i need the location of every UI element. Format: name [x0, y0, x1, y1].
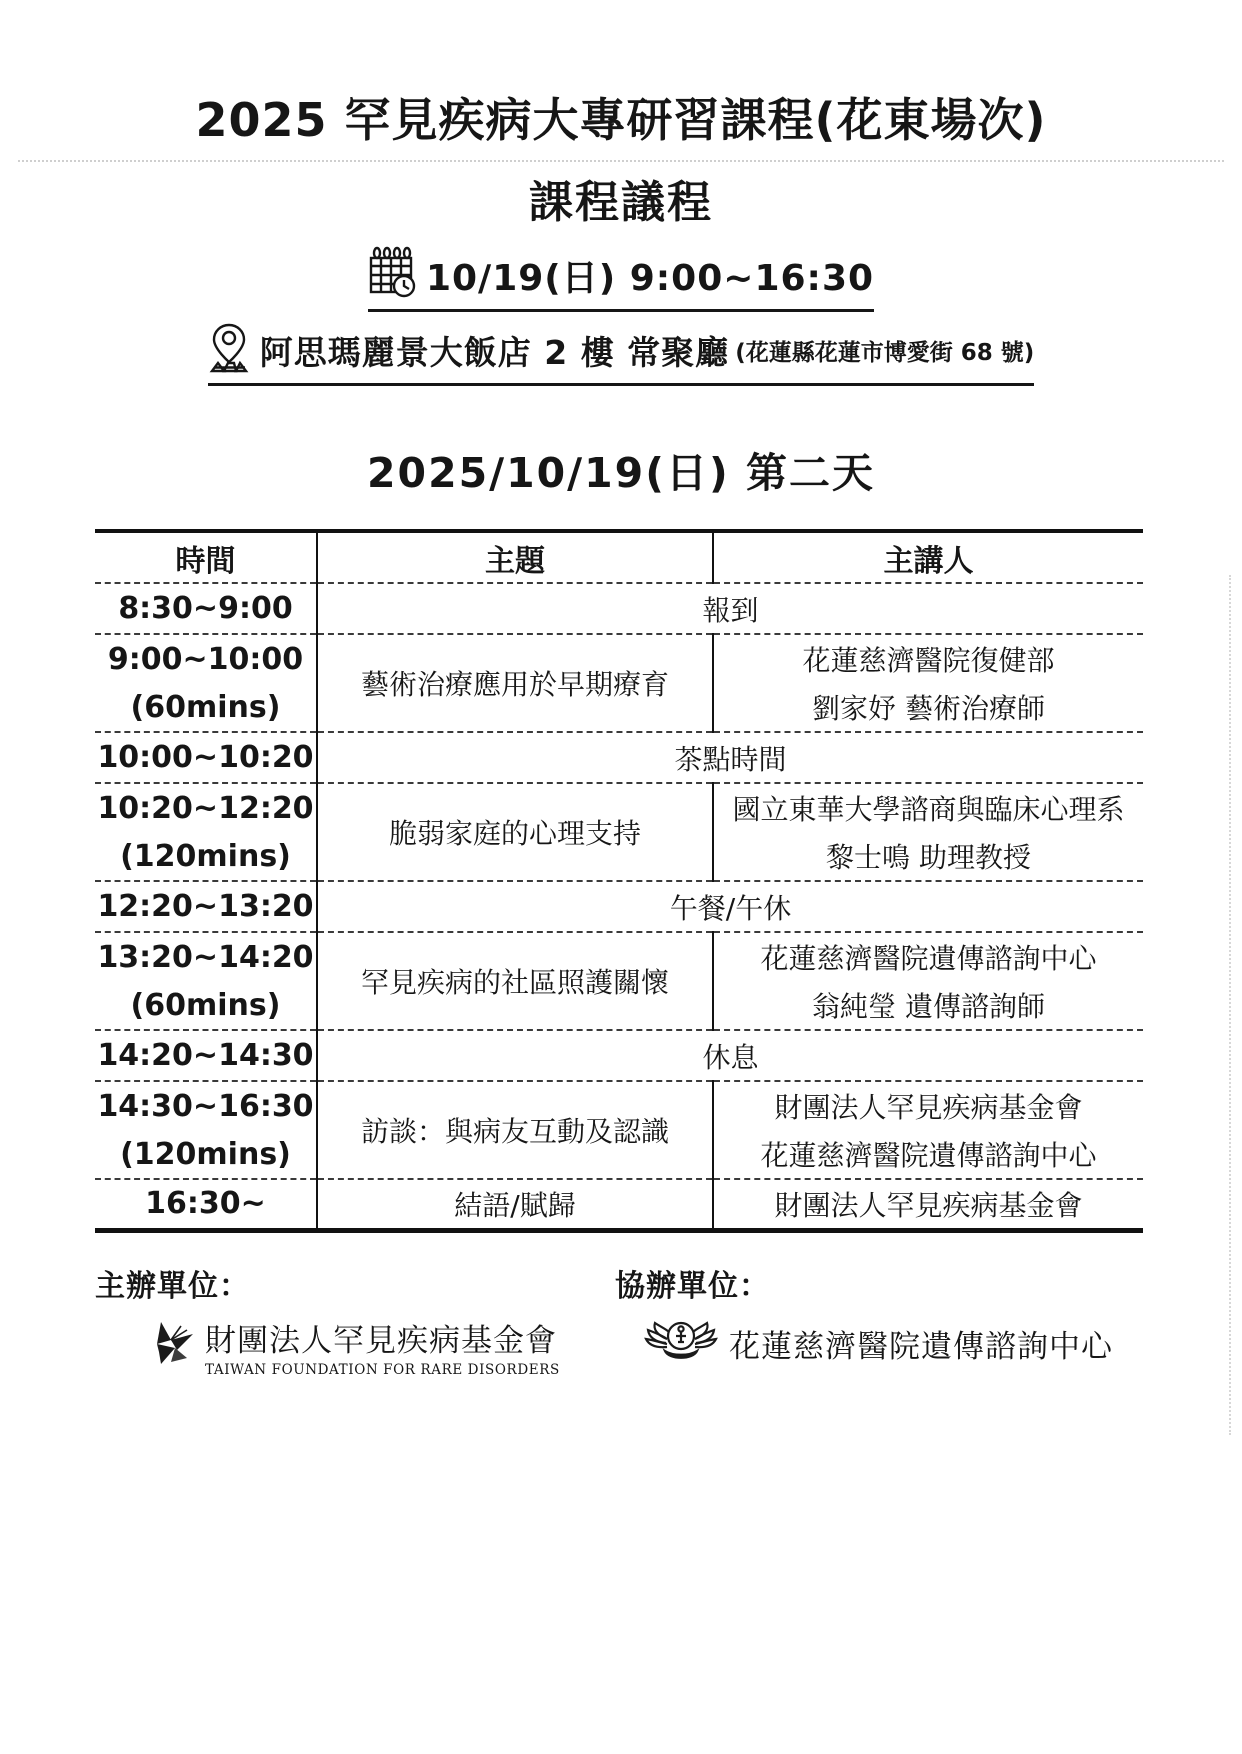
speaker-name: 劉家妤 藝術治療師 — [812, 692, 1045, 725]
duration: (60mins) — [130, 689, 281, 725]
topic-cell: 罕見疾病的社區照護關懷 — [317, 932, 713, 1030]
speaker-org: 國立東華大學諮商與臨床心理系 — [732, 793, 1125, 826]
speaker-cell — [713, 783, 1143, 881]
table-row — [95, 1030, 1143, 1081]
co-organizer-name: 花蓮慈濟醫院遺傳諮詢中心 — [729, 1329, 1113, 1365]
table-row — [95, 932, 1143, 1030]
table-row — [95, 783, 1143, 881]
table-row — [95, 1081, 1143, 1179]
time-cell: 12:20~13:20 — [95, 881, 317, 932]
time-cell — [95, 634, 317, 732]
header-speaker: 主講人 — [713, 531, 1143, 583]
table-row — [95, 881, 1143, 932]
time-range: 14:30~16:30 — [97, 1088, 314, 1124]
time-cell: 16:30~ — [95, 1179, 317, 1230]
speaker-cell — [713, 932, 1143, 1030]
table-row — [95, 634, 1143, 732]
organizer-english-name: TAIWAN FOUNDATION FOR RARE DISORDERS — [205, 1361, 560, 1378]
time-cell — [95, 783, 317, 881]
organizer-name: 財團法人罕見疾病基金會 — [205, 1322, 557, 1359]
location-line — [0, 322, 1242, 386]
co-organizer-label: 協辦單位： — [615, 1268, 770, 1304]
speaker-cell: 財團法人罕見疾病基金會 — [713, 1179, 1143, 1230]
speaker-org: 花蓮慈濟醫院遺傳諮詢中心 — [760, 1139, 1097, 1172]
topic-cell: 藝術治療應用於早期療育 — [317, 634, 713, 732]
co-organizer-block — [615, 1261, 1147, 1378]
time-cell: 8:30~9:00 — [95, 583, 317, 634]
time-cell — [95, 932, 317, 1030]
day-title: 2025/10/19(日) 第二天 — [367, 449, 875, 497]
footer — [95, 1261, 1147, 1378]
datetime-line — [0, 246, 1242, 312]
speaker-cell — [713, 1081, 1143, 1179]
table-header-row — [95, 531, 1143, 583]
speaker-name: 翁純瑩 遺傳諮詢師 — [812, 990, 1045, 1023]
time-cell — [95, 1081, 317, 1179]
header-time: 時間 — [95, 531, 317, 583]
merged-cell: 午餐/午休 — [317, 881, 1143, 932]
event-venue: 阿思瑪麗景大飯店 2 樓 常聚廳 — [259, 332, 730, 372]
map-pin-icon — [208, 322, 250, 378]
page-title: 2025 罕見疾病大專研習課程(花東場次) — [195, 93, 1047, 147]
table-row — [95, 583, 1143, 634]
scan-artifact-dotted-line — [18, 160, 1224, 162]
speaker-org: 花蓮慈濟醫院遺傳諮詢中心 — [760, 942, 1097, 975]
calendar-clock-icon — [368, 246, 416, 304]
header-topic: 主題 — [317, 531, 713, 583]
speaker-cell — [713, 634, 1143, 732]
butterfly-logo — [147, 1318, 199, 1374]
duration: (120mins) — [120, 838, 291, 874]
event-datetime: 10/19(日) 9:00~16:30 — [425, 257, 875, 299]
table-row — [95, 732, 1143, 783]
topic-cell: 訪談：與病友互動及認識 — [317, 1081, 713, 1179]
time-range: 9:00~10:00 — [107, 641, 304, 677]
event-address: (花蓮縣花蓮市博愛街 68 號) — [735, 339, 1035, 366]
page-subtitle: 課程議程 — [529, 177, 713, 228]
table-row — [95, 1179, 1143, 1230]
time-range: 13:20~14:20 — [97, 939, 314, 975]
speaker-name: 黎士鳴 助理教授 — [826, 841, 1031, 874]
duration: (120mins) — [120, 1136, 291, 1172]
time-cell: 10:00~10:20 — [95, 732, 317, 783]
organizer-block — [95, 1261, 615, 1378]
agenda-table — [95, 529, 1143, 1233]
lotus-emblem-logo — [643, 1315, 719, 1373]
scan-artifact-dotted-vline — [1229, 575, 1231, 1435]
speaker-org: 花蓮慈濟醫院復健部 — [802, 644, 1055, 677]
time-range: 10:20~12:20 — [97, 790, 314, 826]
speaker-org: 財團法人罕見疾病基金會 — [774, 1091, 1083, 1124]
merged-cell: 休息 — [317, 1030, 1143, 1081]
merged-cell: 報到 — [317, 583, 1143, 634]
topic-cell: 脆弱家庭的心理支持 — [317, 783, 713, 881]
time-cell: 14:20~14:30 — [95, 1030, 317, 1081]
topic-cell: 結語/賦歸 — [317, 1179, 713, 1230]
duration: (60mins) — [130, 987, 281, 1023]
organizer-label: 主辦單位： — [95, 1268, 250, 1304]
merged-cell: 茶點時間 — [317, 732, 1143, 783]
